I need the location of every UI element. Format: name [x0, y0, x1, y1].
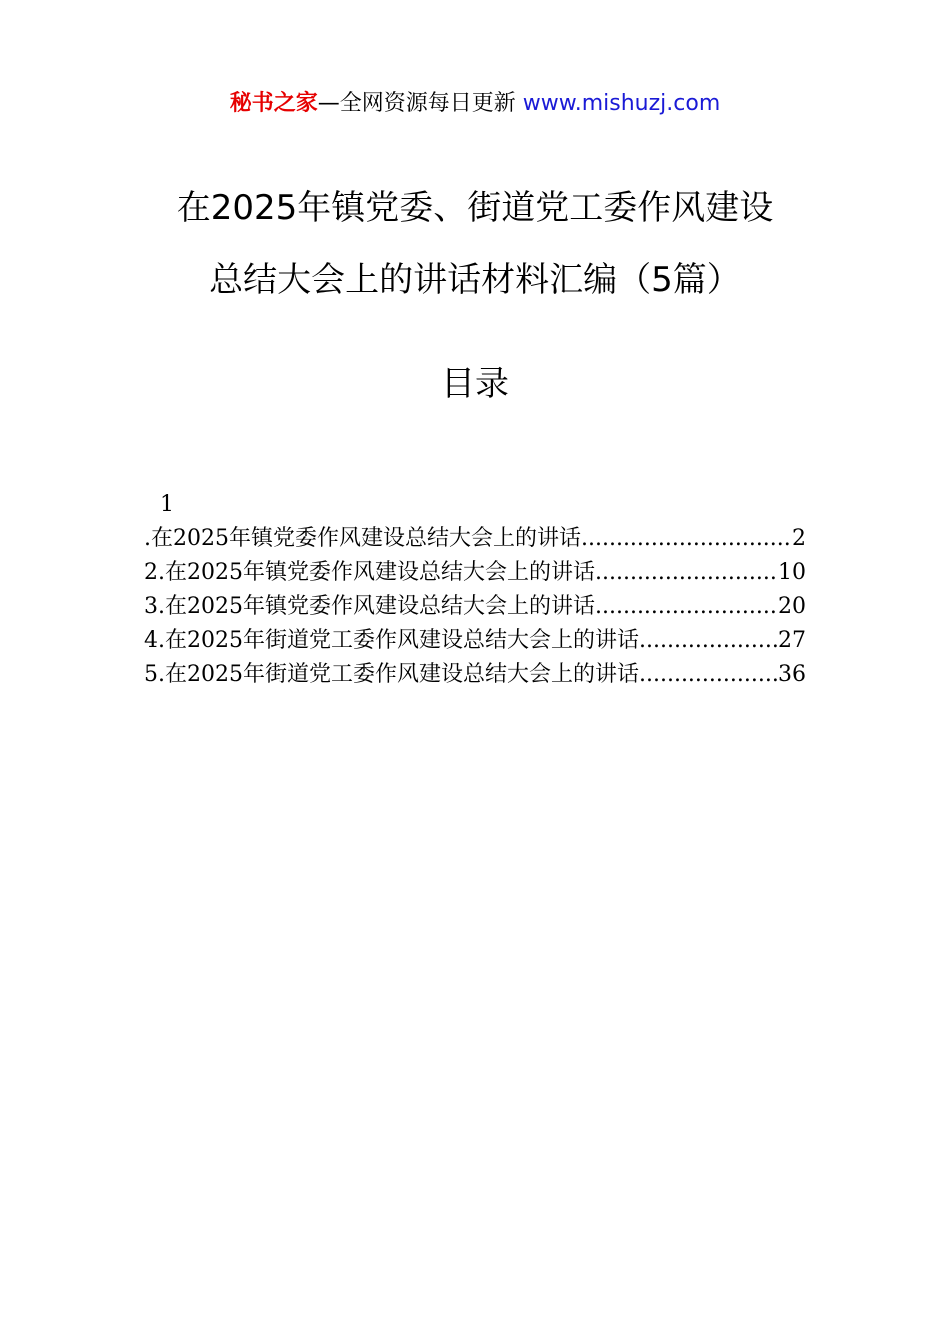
toc-stray-number: 1 — [160, 492, 174, 517]
toc-heading: 目录 — [441, 364, 509, 404]
toc-entry-page: 10 — [778, 560, 806, 585]
table-of-contents — [144, 488, 806, 692]
toc-leader-dots — [595, 590, 778, 624]
toc-entry-label: 4.在2025年街道党工委作风建设总结大会上的讲话 — [144, 628, 639, 653]
toc-entry-label: .在2025年镇党委作风建设总结大会上的讲话 — [144, 526, 581, 551]
toc-entry[interactable] — [144, 522, 806, 556]
toc-leader-dots — [581, 522, 792, 556]
document-title-line-2: 总结大会上的讲话材料汇编（5篇） — [209, 260, 741, 300]
toc-entry-label: 3.在2025年镇党委作风建设总结大会上的讲话 — [144, 594, 595, 619]
site-brand: 秘书之家 — [229, 91, 318, 116]
site-header — [0, 88, 950, 120]
toc-entry[interactable] — [144, 556, 806, 590]
toc-entry-page: 36 — [778, 662, 806, 687]
toc-entry-page: 2 — [792, 526, 806, 551]
toc-leader-dots — [639, 658, 778, 692]
toc-entry-label: 2.在2025年镇党委作风建设总结大会上的讲话 — [144, 560, 595, 585]
toc-entry-label: 5.在2025年街道党工委作风建设总结大会上的讲话 — [144, 662, 639, 687]
toc-entry[interactable] — [144, 658, 806, 692]
toc-entry[interactable] — [144, 624, 806, 658]
site-tagline: —全网资源每日更新 — [317, 91, 516, 116]
toc-leader-dots — [595, 556, 778, 590]
toc-leader-dots — [639, 624, 778, 658]
site-link[interactable]: www.mishuzj.com — [515, 91, 721, 116]
toc-entry[interactable] — [144, 590, 806, 624]
toc-entry-page: 20 — [778, 594, 806, 619]
document-title-line-1: 在2025年镇党委、街道党工委作风建设 — [176, 188, 774, 228]
toc-entry-page: 27 — [778, 628, 806, 653]
